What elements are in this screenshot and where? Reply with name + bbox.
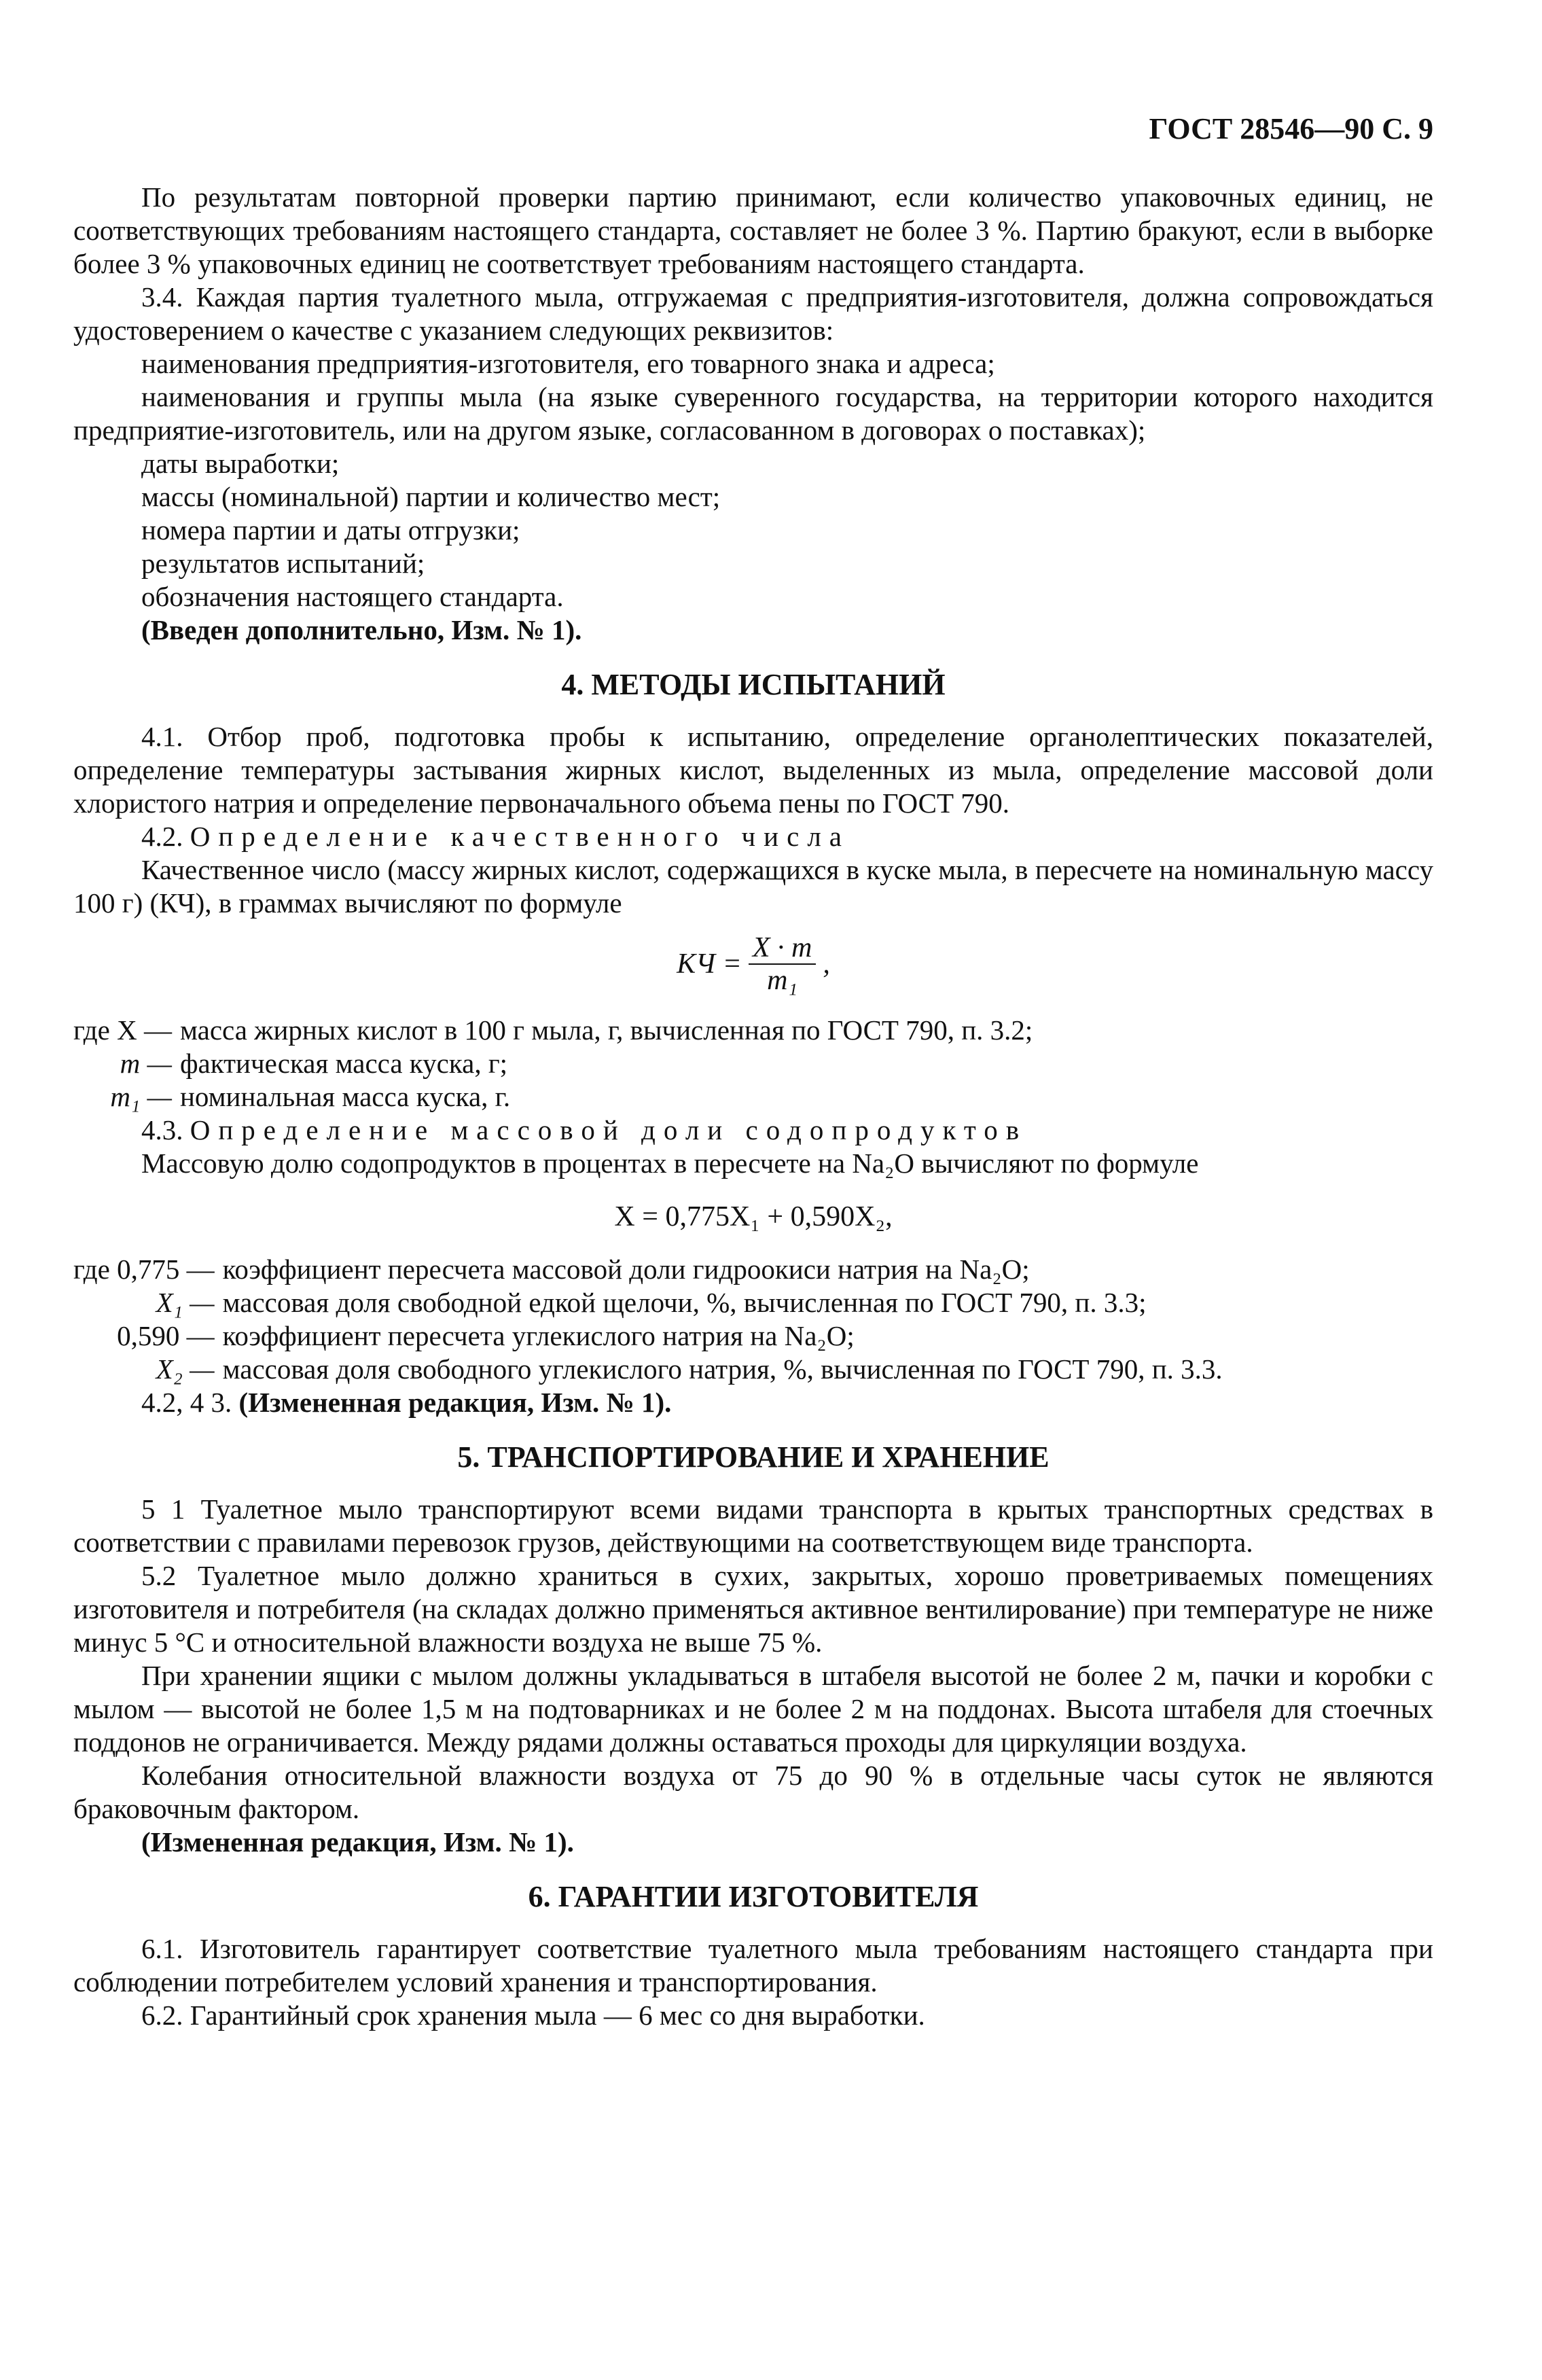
amendment-note: (Введен дополнительно, Изм. № 1). xyxy=(141,614,582,645)
list-item: наименования предприятия-изготовителя, его товарного знака и адреса; xyxy=(141,348,995,379)
document-body xyxy=(73,181,1433,2032)
formula-legend-2 xyxy=(73,1253,1433,1386)
list-item: обозначения настоящего стандарта. xyxy=(141,581,564,612)
clause-number: 4.3. xyxy=(141,1114,183,1145)
amendment-note: (Измененная редакция, Изм. № 1). xyxy=(141,1826,574,1858)
list-item: даты выработки; xyxy=(141,448,340,479)
formula-fraction xyxy=(749,932,817,996)
clause-title: Определение качественного числа xyxy=(190,821,850,852)
paragraph-5-1: 5 1 Туалетное мыло транспортируют всеми видами транспорта в крытых транспортных средствах в соответствии с правилами перевозок грузов, действующими на соответствующем виде транспорта. xyxy=(73,1493,1433,1558)
list-item: результатов испытаний; xyxy=(141,548,425,579)
legend-symbol: где 0,775 — xyxy=(73,1254,215,1285)
legend-description: коэффициент пересчета массовой доли гидроокиси натрия на Na₂O; xyxy=(222,1254,1030,1285)
legend-description: фактическая масса куска, г; xyxy=(179,1048,508,1079)
paragraph-4-2-title xyxy=(73,820,1433,853)
paragraph-6-2: 6.2. Гарантийный срок хранения мыла — 6 мес со дня выработки. xyxy=(141,2000,925,2031)
paragraph-5-2-storage: При хранении ящики с мылом должны укладываться в штабеля высотой не более 2 м, пачки и коробки с мылом — высотой не более 1,5 м на подтоварниках и не более 2 м на поддонах. Высота штабеля для стоечных поддонов не ограничивается. Между рядами должны оставаться проходы для циркуляции воздуха. xyxy=(73,1660,1433,1758)
paragraph-4-2: Качественное число (массу жирных кислот, содержащихся в куске мыла, в пересчете на номинальную массу 100 г) (КЧ), в граммах вычисляют по формуле xyxy=(73,854,1433,919)
amendment-note-line xyxy=(73,1386,1433,1419)
paragraph-3-4: 3.4. Каждая партия туалетного мыла, отгружаемая с предприятия-изготовителя, должна сопровождаться удостоверением о качестве с указанием следующих реквизитов: xyxy=(73,281,1433,346)
legend-description: коэффициент пересчета углекислого натрия на Na₂O; xyxy=(222,1320,855,1351)
legend-description: масса жирных кислот в 100 г мыла, г, вычисленная по ГОСТ 790, п. 3.2; xyxy=(179,1014,1033,1046)
section-heading-6: 6. ГАРАНТИИ ИЗГОТОВИТЕЛЯ xyxy=(528,1880,979,1913)
paragraph-6-1: 6.1. Изготовитель гарантирует соответствие туалетного мыла требованиям настоящего стандарта при соблюдении потребителем условий хранения и транспортирования. xyxy=(73,1933,1433,1997)
legend-symbol: где X — xyxy=(73,1014,172,1046)
paragraph-5-2-humidity: Колебания относительной влажности воздуха от 75 до 90 % в отдельные часы суток не являются браковочным фактором. xyxy=(73,1760,1433,1824)
formula-sodoproducts: X = 0,775X₁ + 0,590X₂, xyxy=(614,1201,893,1232)
legend-description: массовая доля свободного углекислого натрия, %, вычисленная по ГОСТ 790, п. 3.3. xyxy=(222,1353,1223,1385)
formula-tail: , xyxy=(823,948,830,980)
paragraph-5-2: 5.2 Туалетное мыло должно храниться в сухих, закрытых, хорошо проветриваемых помещениях изготовителя и потребителя (на складах должно применяться активное вентилирование) при температуре не ниже минус 5 °С и относительной влажности воздуха не выше 75 %. xyxy=(73,1560,1433,1658)
legend-symbol: X₂ — xyxy=(156,1353,215,1385)
legend-description: массовая доля свободной едкой щелочи, %, вычисленная по ГОСТ 790, п. 3.3; xyxy=(222,1287,1147,1318)
legend-description: номинальная масса куска, г. xyxy=(179,1081,511,1112)
section-heading-5: 5. ТРАНСПОРТИРОВАНИЕ И ХРАНЕНИЕ xyxy=(457,1440,1050,1474)
page-header: ГОСТ 28546—90 С. 9 xyxy=(1149,112,1433,145)
formula-numerator: X · m xyxy=(749,932,817,965)
paragraph-4-1: 4.1. Отбор проб, подготовка пробы к испытанию, определение органолептических показателей, определение температуры застывания жирных кислот, выделенных из мыла, определение массовой доли хлористого натрия и определение первоначального объема пены по ГОСТ 790. xyxy=(73,721,1433,819)
clause-number: 4.2. xyxy=(141,821,183,852)
list-item: массы (номинальной) партии и количество мест; xyxy=(141,481,721,512)
amendment-note: (Измененная редакция, Изм. № 1). xyxy=(238,1387,672,1418)
section-heading-4: 4. МЕТОДЫ ИСПЫТАНИЙ xyxy=(561,668,946,701)
paragraph-4-3-title xyxy=(73,1114,1433,1147)
formula-legend-1 xyxy=(73,1014,1433,1114)
clause-title: Определение массовой доли содопродуктов xyxy=(190,1114,1028,1145)
legend-symbol: 0,590 — xyxy=(117,1320,215,1351)
legend-symbol: m₁ — xyxy=(110,1081,172,1112)
list-item: наименования и группы мыла (на языке суверенного государства, на территории которого находится предприятие-изготовитель, или на другом языке, согласованном в договорах о поставках); xyxy=(73,381,1433,446)
legend-symbol: X₁ — xyxy=(156,1287,215,1318)
legend-symbol: m — xyxy=(120,1048,172,1079)
list-item: номера партии и даты отгрузки; xyxy=(141,514,520,546)
paragraph-4-3: Массовую долю содопродуктов в процентах в пересчете на Na₂O вычисляют по формуле xyxy=(141,1148,1199,1179)
formula-lhs: КЧ = xyxy=(677,948,742,980)
paragraph-intro: По результатам повторной проверки партию принимают, если количество упаковочных единиц, не соответствующих требованиям настоящего стандарта, составляет не более 3 %. Партию бракуют, если в выборке более 3 % упаковочных единиц не соответствует требованиям настоящего стандарта. xyxy=(73,181,1433,279)
formula-denominator: m₁ xyxy=(767,965,798,996)
formula-kch xyxy=(73,932,1433,996)
clause-number: 4.2, 4 3. xyxy=(141,1387,232,1418)
requisites-list xyxy=(73,347,1433,614)
